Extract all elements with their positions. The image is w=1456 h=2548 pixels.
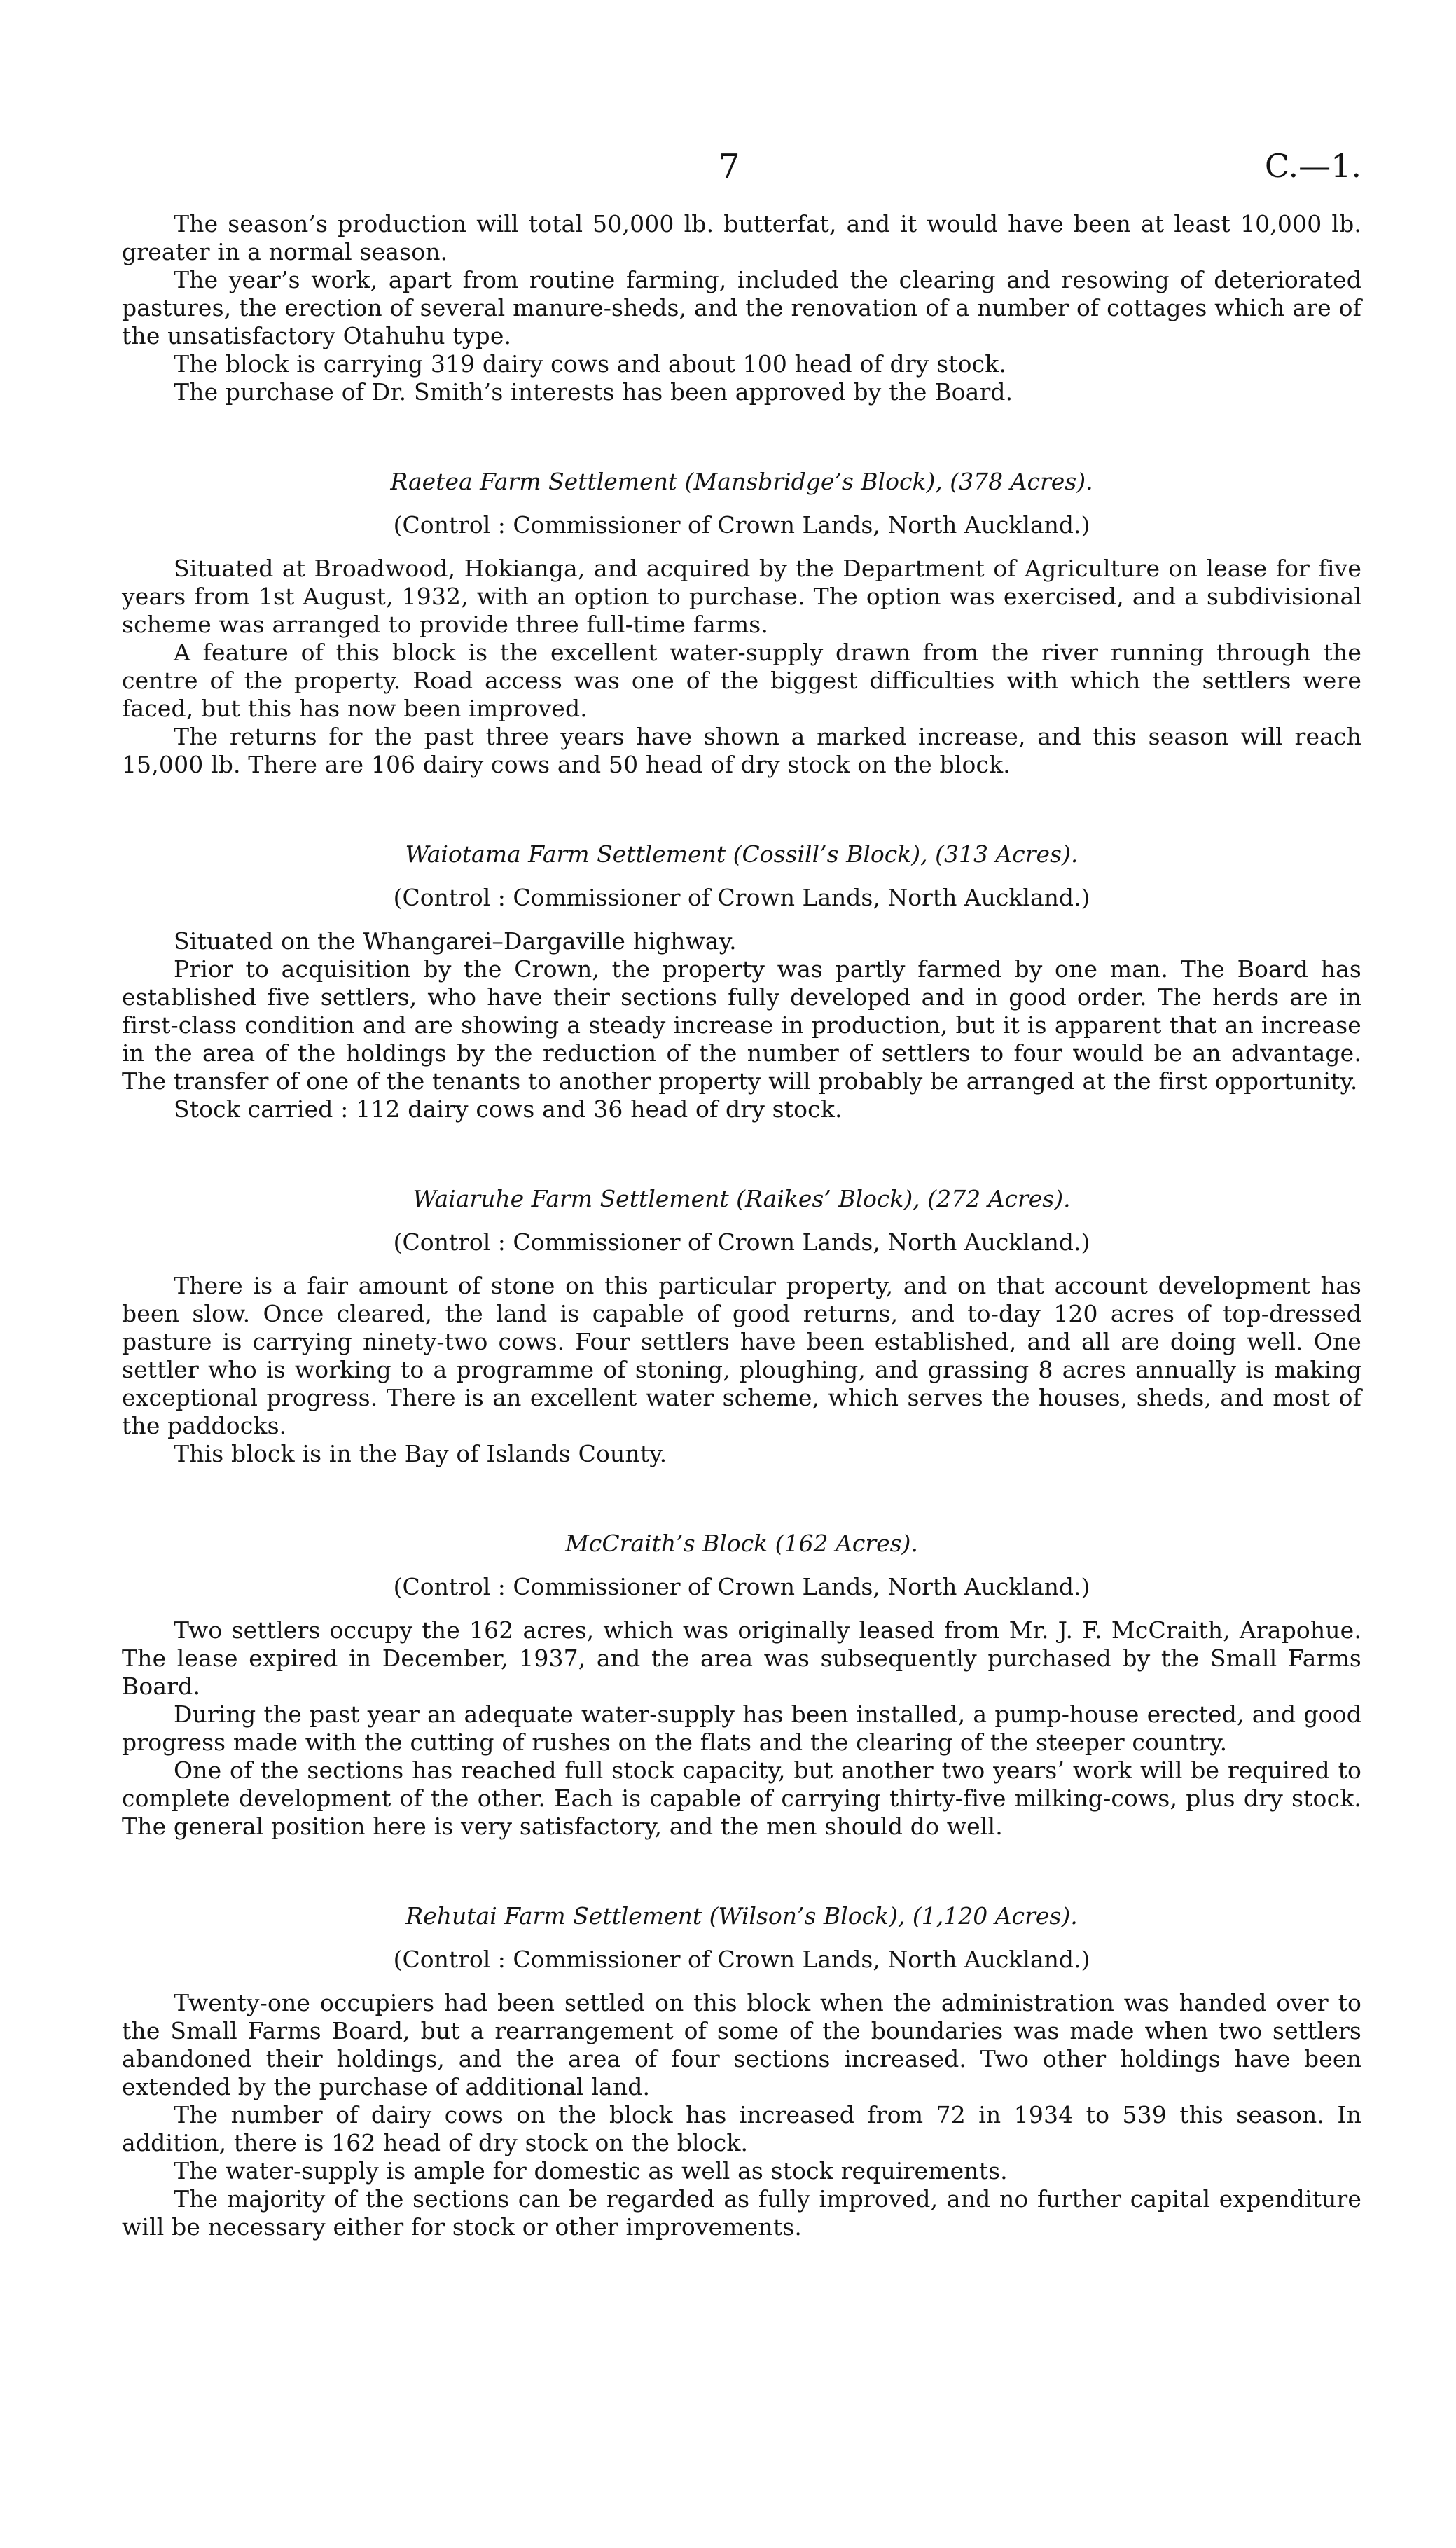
paragraph: The season’s production will total 50,000 lb. butterfat, and it would have been at least 10,000 lb. greater in a normal season. — [122, 210, 1361, 265]
paragraph: The number of dairy cows on the block has increased from 72 in 1934 to 539 this season. In addition, there is 162 head of dry stock on the block. — [122, 2101, 1361, 2156]
section-title: Raetea Farm Settlement (Mansbridge’s Block), (378 Acres). — [390, 468, 1093, 495]
paragraph: Situated at Broadwood, Hokianga, and acquired by the Department of Agriculture on lease for five years from 1st August, 1932, with an option to purchase. The option was exercised, and a subdivisional scheme was arranged to provide three full-time farms. — [122, 555, 1361, 638]
paragraph: The water-supply is ample for domestic as well as stock requirements. — [174, 2157, 1008, 2185]
paragraph: During the past year an adequate water-supply has been installed, a pump-house erected, and good progress made with the cutting of rushes on the flats and the clearing of the steeper country. — [122, 1701, 1361, 1756]
paragraph: This block is in the Bay of Islands County. — [174, 1440, 667, 1467]
paragraph: Two settlers occupy the 162 acres, which was originally leased from Mr. J. F. McCraith, Arapohue. The lease expired in December, 1937, and the area was subsequently purchased by the Small Farms Board. — [122, 1616, 1361, 1700]
section-waiotama — [122, 840, 1361, 1123]
section-title: Rehutai Farm Settlement (Wilson’s Block), (1,120 Acres). — [405, 1902, 1078, 1930]
intro-section — [122, 210, 1361, 406]
paragraph: The returns for the past three years have shown a marked increase, and this season will reach 15,000 lb. There are 106 dairy cows and 50 head of dry stock on the block. — [122, 723, 1361, 778]
paragraph: Stock carried : 112 dairy cows and 36 head of dry stock. — [174, 1095, 843, 1123]
section-title: Waiotama Farm Settlement (Cossill’s Block), (313 Acres). — [405, 840, 1079, 868]
paragraph: The block is carrying 319 dairy cows and about 100 head of dry stock. — [174, 350, 1007, 378]
paragraph: Prior to acquisition by the Crown, the property was partly farmed by one man. The Board has established five settlers, who have their sections fully developed and in good order. The herds are in first-class condition and are showing a steady increase in production, but it is apparent that an increase in the area of the holdings by the reduction of the number of settlers to four would be an advantage. The transfer of one of the tenants to another property will probably be arranged at the first opportunity. — [122, 955, 1361, 1095]
section-rehutai — [122, 1902, 1361, 2241]
section-mccraith — [122, 1530, 1361, 1841]
paragraph: One of the sections has reached full stock capacity, but another two years’ work will be required to complete development of the other. Each is capable of carrying thirty-five milking-cows, plus dry stock. The general position here is very satisfactory, and the men should do well. — [122, 1757, 1361, 1840]
paragraph: The purchase of Dr. Smith’s interests has been approved by the Board. — [174, 378, 1013, 406]
paragraph: There is a fair amount of stone on this particular property, and on that account development has been slow. Once cleared, the land is capable of good returns, and to-day 120 acres of top-dressed pasture is carrying ninety-two cows. Four settlers have been established, and all are doing well. One settler who is working to a programme of stoning, ploughing, and grassing 8 acres annually is making exceptional progress. There is an excellent water scheme, which serves the houses, sheds, and most of the paddocks. — [122, 1272, 1361, 1439]
page-number: 7 — [719, 147, 740, 186]
section-raetea — [122, 468, 1361, 779]
control-note: (Control : Commissioner of Crown Lands, North Auckland.) — [393, 511, 1090, 539]
section-waiaruhe — [122, 1185, 1361, 1468]
control-note: (Control : Commissioner of Crown Lands, North Auckland.) — [393, 1573, 1090, 1600]
paragraph: Situated on the Whangarei–Dargaville highway. — [174, 927, 737, 955]
paragraph: Twenty-one occupiers had been settled on this block when the administration was handed over to the Small Farms Board, but a rearrangement of some of the boundaries was made when two settlers abandoned their holdings, and the area of four sections increased. Two other holdings have been extended by the purchase of additional land. — [122, 1989, 1361, 2100]
control-note: (Control : Commissioner of Crown Lands, North Auckland.) — [393, 1946, 1090, 1973]
control-note: (Control : Commissioner of Crown Lands, North Auckland.) — [393, 1228, 1090, 1256]
paragraph: A feature of this block is the excellent water-supply drawn from the river running through the centre of the property. Road access was one of the biggest difficulties with which the settlers were faced, but this has now been improved. — [122, 639, 1361, 722]
section-title: McCraith’s Block (162 Acres). — [565, 1530, 918, 1557]
paragraph: The year’s work, apart from routine farming, included the clearing and resowing of deteriorated pastures, the erection of several manure-sheds, and the renovation of a number of cottages which are of the unsatisfactory Otahuhu type. — [122, 266, 1361, 349]
control-note: (Control : Commissioner of Crown Lands, North Auckland.) — [393, 884, 1090, 911]
page-header — [122, 147, 1361, 210]
paragraph: The majority of the sections can be regarded as fully improved, and no further capital expenditure will be necessary either for stock or other improvements. — [122, 2185, 1361, 2241]
section-title: Waiaruhe Farm Settlement (Raikes’ Block), (272 Acres). — [412, 1185, 1071, 1212]
document-page — [122, 147, 1361, 2241]
document-reference: C.—1. — [1264, 147, 1361, 185]
